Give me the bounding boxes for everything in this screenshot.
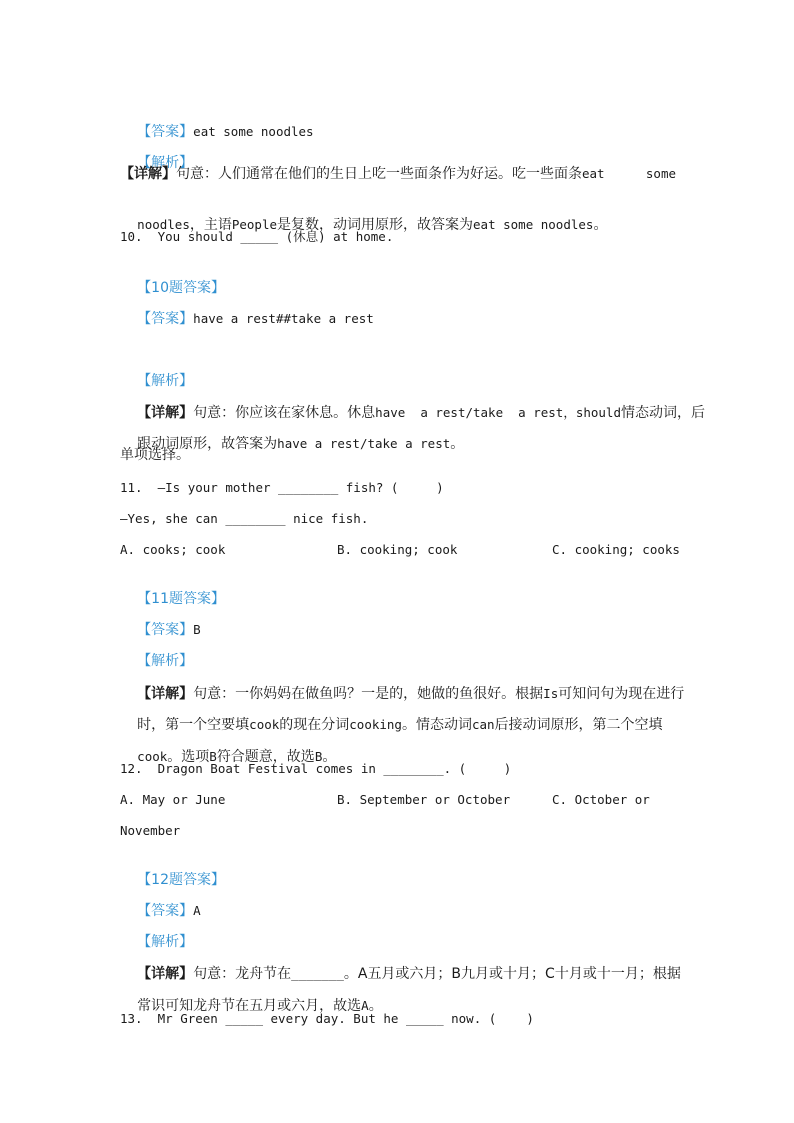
- q11-detail-line-2: 时，第一个空要填cook的现在分词cooking。情态动词can后接动词原形，第二个空填: [137, 717, 663, 733]
- answer-tag: 【答案】: [137, 903, 194, 919]
- q11-question-line-2: —Yes, she can ________ nice fish.: [120, 511, 369, 526]
- option-a: A. cooks; cook: [120, 542, 226, 557]
- section-title: 单项选择。: [120, 447, 190, 463]
- answer-text: eat some noodles: [193, 124, 314, 139]
- q10-question: 10. You should _____ (休息) at home.: [120, 229, 394, 244]
- q13-question-line-1: 13. Mr Green _____ every day. But he _____ now. ( ): [120, 1011, 534, 1026]
- q11-question-line-1: 11. —Is your mother ________ fish? ( ): [120, 480, 444, 495]
- detail-tag: 【详解】: [120, 166, 176, 182]
- q10-detail-line-2: 跟动词原形，故答案为have a rest/take a rest。: [137, 436, 465, 452]
- q10-answer-line: [120, 289, 676, 349]
- option-b: B. cooking; cook: [337, 542, 458, 557]
- q9-analysis-tag-line: [120, 133, 676, 193]
- q11-detail-line-1: 【详解】句意：一你妈妈在做鱼吗？一是的，她做的鱼很好。根据Is可知问句为现在进行: [137, 686, 685, 702]
- q12-option-c-continued: November: [120, 823, 181, 838]
- q12-detail-line-1: 【详解】句意：龙舟节在_______。A五月或六月；B九月或十月；C十月或十一月；根据: [137, 966, 681, 982]
- question-answer-tag: 【12题答案】: [137, 872, 225, 888]
- option-c: C. October or: [552, 792, 650, 807]
- q12-detail-line-2: 常识可知龙舟节在五月或六月，故选A。: [137, 998, 383, 1014]
- detail-tag: 【详解】: [137, 686, 194, 702]
- question-answer-tag: 【11题答案】: [137, 591, 225, 607]
- analysis-tag: 【解析】: [137, 934, 194, 950]
- option-b: B. September or October: [337, 792, 511, 807]
- option-a: A. May or June: [120, 792, 226, 807]
- q11-detail-line-3: cook。选项B符合题意，故选B。: [137, 749, 337, 765]
- answer-text: B: [193, 622, 201, 637]
- analysis-tag: 【解析】: [137, 373, 194, 389]
- question-answer-tag: 【10题答案】: [137, 280, 225, 296]
- option-c: C. cooking; cooks: [552, 542, 680, 557]
- q9-detail-line-1: 【详解】句意：人们通常在他们的生日上吃一些面条作为好运。吃一些面条eat some: [120, 166, 676, 182]
- q11-options: [120, 540, 680, 560]
- q12-options: [120, 790, 676, 810]
- q12-question-line-1: 12. Dragon Boat Festival comes in ________. ( ): [120, 761, 512, 776]
- answer-text: have a rest##take a rest: [193, 311, 374, 326]
- answer-tag: 【答案】: [137, 124, 194, 140]
- analysis-tag: 【解析】: [137, 155, 194, 171]
- answer-tag: 【答案】: [137, 622, 194, 638]
- detail-tag: 【详解】: [137, 405, 194, 421]
- analysis-tag: 【解析】: [137, 653, 194, 669]
- answer-text: A: [193, 903, 201, 918]
- q10-detail-line-1: 【详解】句意：你应该在家休息。休息have a rest/take a rest，should情态动词，后: [137, 405, 705, 421]
- q9-detail-line-2: noodles，主语People是复数，动词用原形，故答案为eat some noodles。: [137, 217, 608, 233]
- detail-tag: 【详解】: [137, 966, 194, 982]
- answer-tag: 【答案】: [137, 311, 194, 327]
